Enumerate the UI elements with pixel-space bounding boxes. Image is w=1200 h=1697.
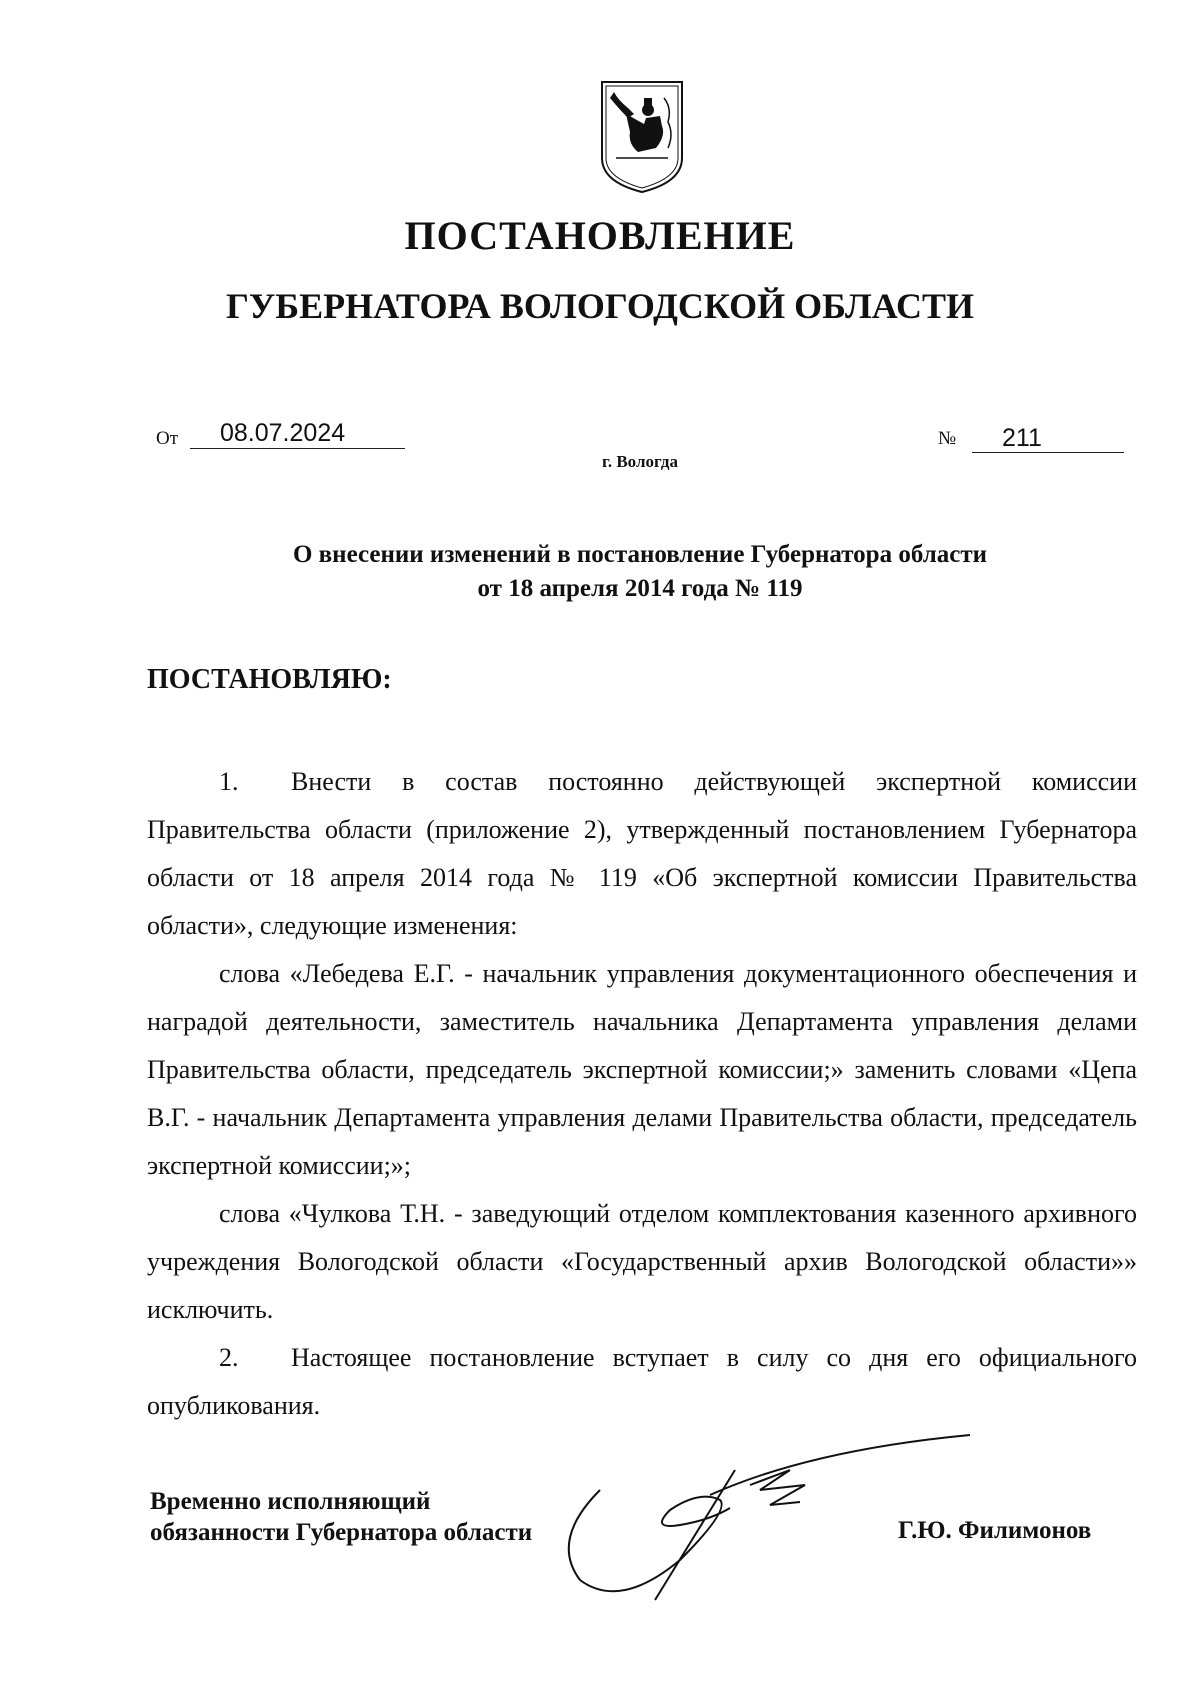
document-number: 211 (972, 424, 1124, 453)
coat-of-arms-icon (598, 78, 686, 196)
signatory-position-line-1: Временно исполняющий (150, 1488, 431, 1515)
paragraph-1-number: 1. (219, 767, 239, 796)
paragraph-3: слова «Чулкова Т.Н. - заведующий отделом комплектования казенного архивного учреждения Вологодской области «Государственный архив Вологодской области»» исключить. (147, 1199, 1137, 1324)
paragraph-2: слова «Лебедева Е.Г. - начальник управления документационного обеспечения и наградой деятельности, заместитель начальника Департамента управления делами Правительства области, председатель экспертной комиссии;» заменить словами «Цепа В.Г. - начальник Департамента управления делами Правительства области, председатель экспертной комиссии;»; (147, 959, 1137, 1180)
heading-line-1: О внесении изменений в постановление Губернатора области (292, 541, 988, 568)
signatory-position (150, 1486, 532, 1548)
document-heading (0, 538, 1200, 606)
paragraph-1-text: Внести в состав постоянно действующей экспертной комиссии Правительства области (приложение 2), утвержденный постановлением Губернатора области от 18 апреля 2014 года № 119 «Об экспертной комиссии Правительства области», следующие изменения: (147, 767, 1137, 940)
number-label: № (938, 428, 957, 449)
signatory-name: Г.Ю. Филимонов (898, 1517, 1092, 1544)
document-issuer: ГУБЕРНАТОРА ВОЛОГОДСКОЙ ОБЛАСТИ (225, 286, 975, 326)
document-title: ПОСТАНОВЛЕНИЕ (404, 213, 796, 258)
city-label: г. Вологда (602, 452, 678, 471)
signatory-position-line-2: обязанности Губернатора области (150, 1519, 533, 1546)
paragraph-4 (147, 1334, 1137, 1430)
paragraph-4-number: 2. (219, 1343, 239, 1372)
paragraph-4-text: Настоящее постановление вступает в силу со дня его официального опубликования. (147, 1343, 1137, 1420)
heading-line-2: от 18 апреля 2014 года № 119 (477, 575, 803, 602)
decree-word: ПОСТАНОВЛЯЮ: (147, 664, 392, 695)
date-label: От (156, 428, 179, 449)
paragraph-1 (147, 758, 1137, 950)
document-date: 08.07.2024 (190, 419, 405, 449)
document-body (147, 758, 1137, 1430)
